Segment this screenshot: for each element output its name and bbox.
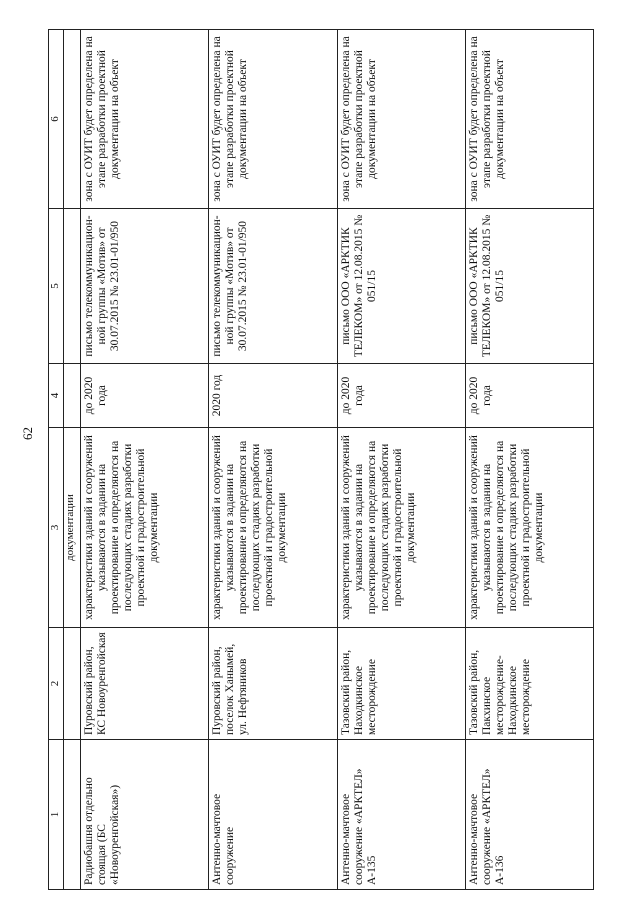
table-cell — [64, 30, 81, 209]
header-cell: 5 — [49, 209, 64, 364]
zone-cell: зона с ОУИТ будет определена на этапе разработки проектной документации на объект — [465, 30, 593, 209]
location-cell: Пуровский район, КС Новоуренгойская — [81, 628, 209, 740]
object-name-cell: Антенно-мачтовое сооружение — [209, 740, 337, 890]
table-row — [337, 30, 465, 890]
table-row — [465, 30, 593, 890]
source-cell: письмо ООО «АРКТИК ТЕЛЕКОМ» от 12.08.2015 № 051/15 — [465, 209, 593, 364]
table-row — [209, 30, 337, 890]
location-cell: Тазовский район, Находкинское месторождение — [337, 628, 465, 740]
header-cell: 2 — [49, 628, 64, 740]
characteristics-cell: характеристики зданий и сооружений указываются в задании на проектирование и определяются на последующих стадиях разработки проектной и градостроительной документации — [81, 428, 209, 628]
characteristics-cell: характеристики зданий и сооружений указываются в задании на проектирование и определяются на последующих стадиях разработки проектной и градостроительной документации — [337, 428, 465, 628]
characteristics-cell: характеристики зданий и сооружений указываются в задании на проектирование и определяются на последующих стадиях разработки проектной и градостроительной документации — [209, 428, 337, 628]
rotated-table-container — [48, 30, 594, 890]
objects-table — [48, 29, 594, 890]
header-row — [49, 30, 64, 890]
object-name-cell: Антенно-мачтовое сооружение «АРКТЕЛ» А-136 — [465, 740, 593, 890]
header-cell: 1 — [49, 740, 64, 890]
object-name-cell: Радиобашня отдельно стоящая (БС «Новоуренгойская») — [81, 740, 209, 890]
zone-cell: зона с ОУИТ будет определена на этапе разработки проектной документации на объект — [209, 30, 337, 209]
location-cell: Тазовский район, Пакхинское месторождение-Находкинское месторождение — [465, 628, 593, 740]
table-cell — [64, 740, 81, 890]
table-cell — [64, 364, 81, 428]
deadline-cell: до 2020 года — [81, 364, 209, 428]
characteristics-cell: характеристики зданий и сооружений указываются в задании на проектирование и определяются на последующих стадиях разработки проектной и градостроительной документации — [465, 428, 593, 628]
zone-cell: зона с ОУИТ будет определена на этапе разработки проектной документации на объект — [81, 30, 209, 209]
object-name-cell: Антенно-мачтовое сооружение «АРКТЕЛ» А-135 — [337, 740, 465, 890]
deadline-cell: до 2020 года — [465, 364, 593, 428]
header-cell: 6 — [49, 30, 64, 209]
deadline-cell: 2020 год — [209, 364, 337, 428]
source-cell: письмо телекоммуникацион-ной группы «Мотив» от 30.07.2015 № 23.01-01/950 — [81, 209, 209, 364]
header-cell: 4 — [49, 364, 64, 428]
table-cell — [64, 209, 81, 364]
source-cell: письмо ООО «АРКТИК ТЕЛЕКОМ» от 12.08.2015 № 051/15 — [337, 209, 465, 364]
location-cell: Пуровский район, поселок Ханымей, ул. Нефтяников — [209, 628, 337, 740]
zone-cell: зона с ОУИТ будет определена на этапе разработки проектной документации на объект — [337, 30, 465, 209]
header-cell: 3 — [49, 428, 64, 628]
deadline-cell: до 2020 года — [337, 364, 465, 428]
page-number: 62 — [20, 427, 35, 440]
continuation-row — [64, 30, 81, 890]
continuation-cell: документации — [64, 428, 81, 628]
source-cell: письмо телекоммуникацион-ной группы «Мотив» от 30.07.2015 № 23.01-01/950 — [209, 209, 337, 364]
table-cell — [64, 628, 81, 740]
table-row — [81, 30, 209, 890]
